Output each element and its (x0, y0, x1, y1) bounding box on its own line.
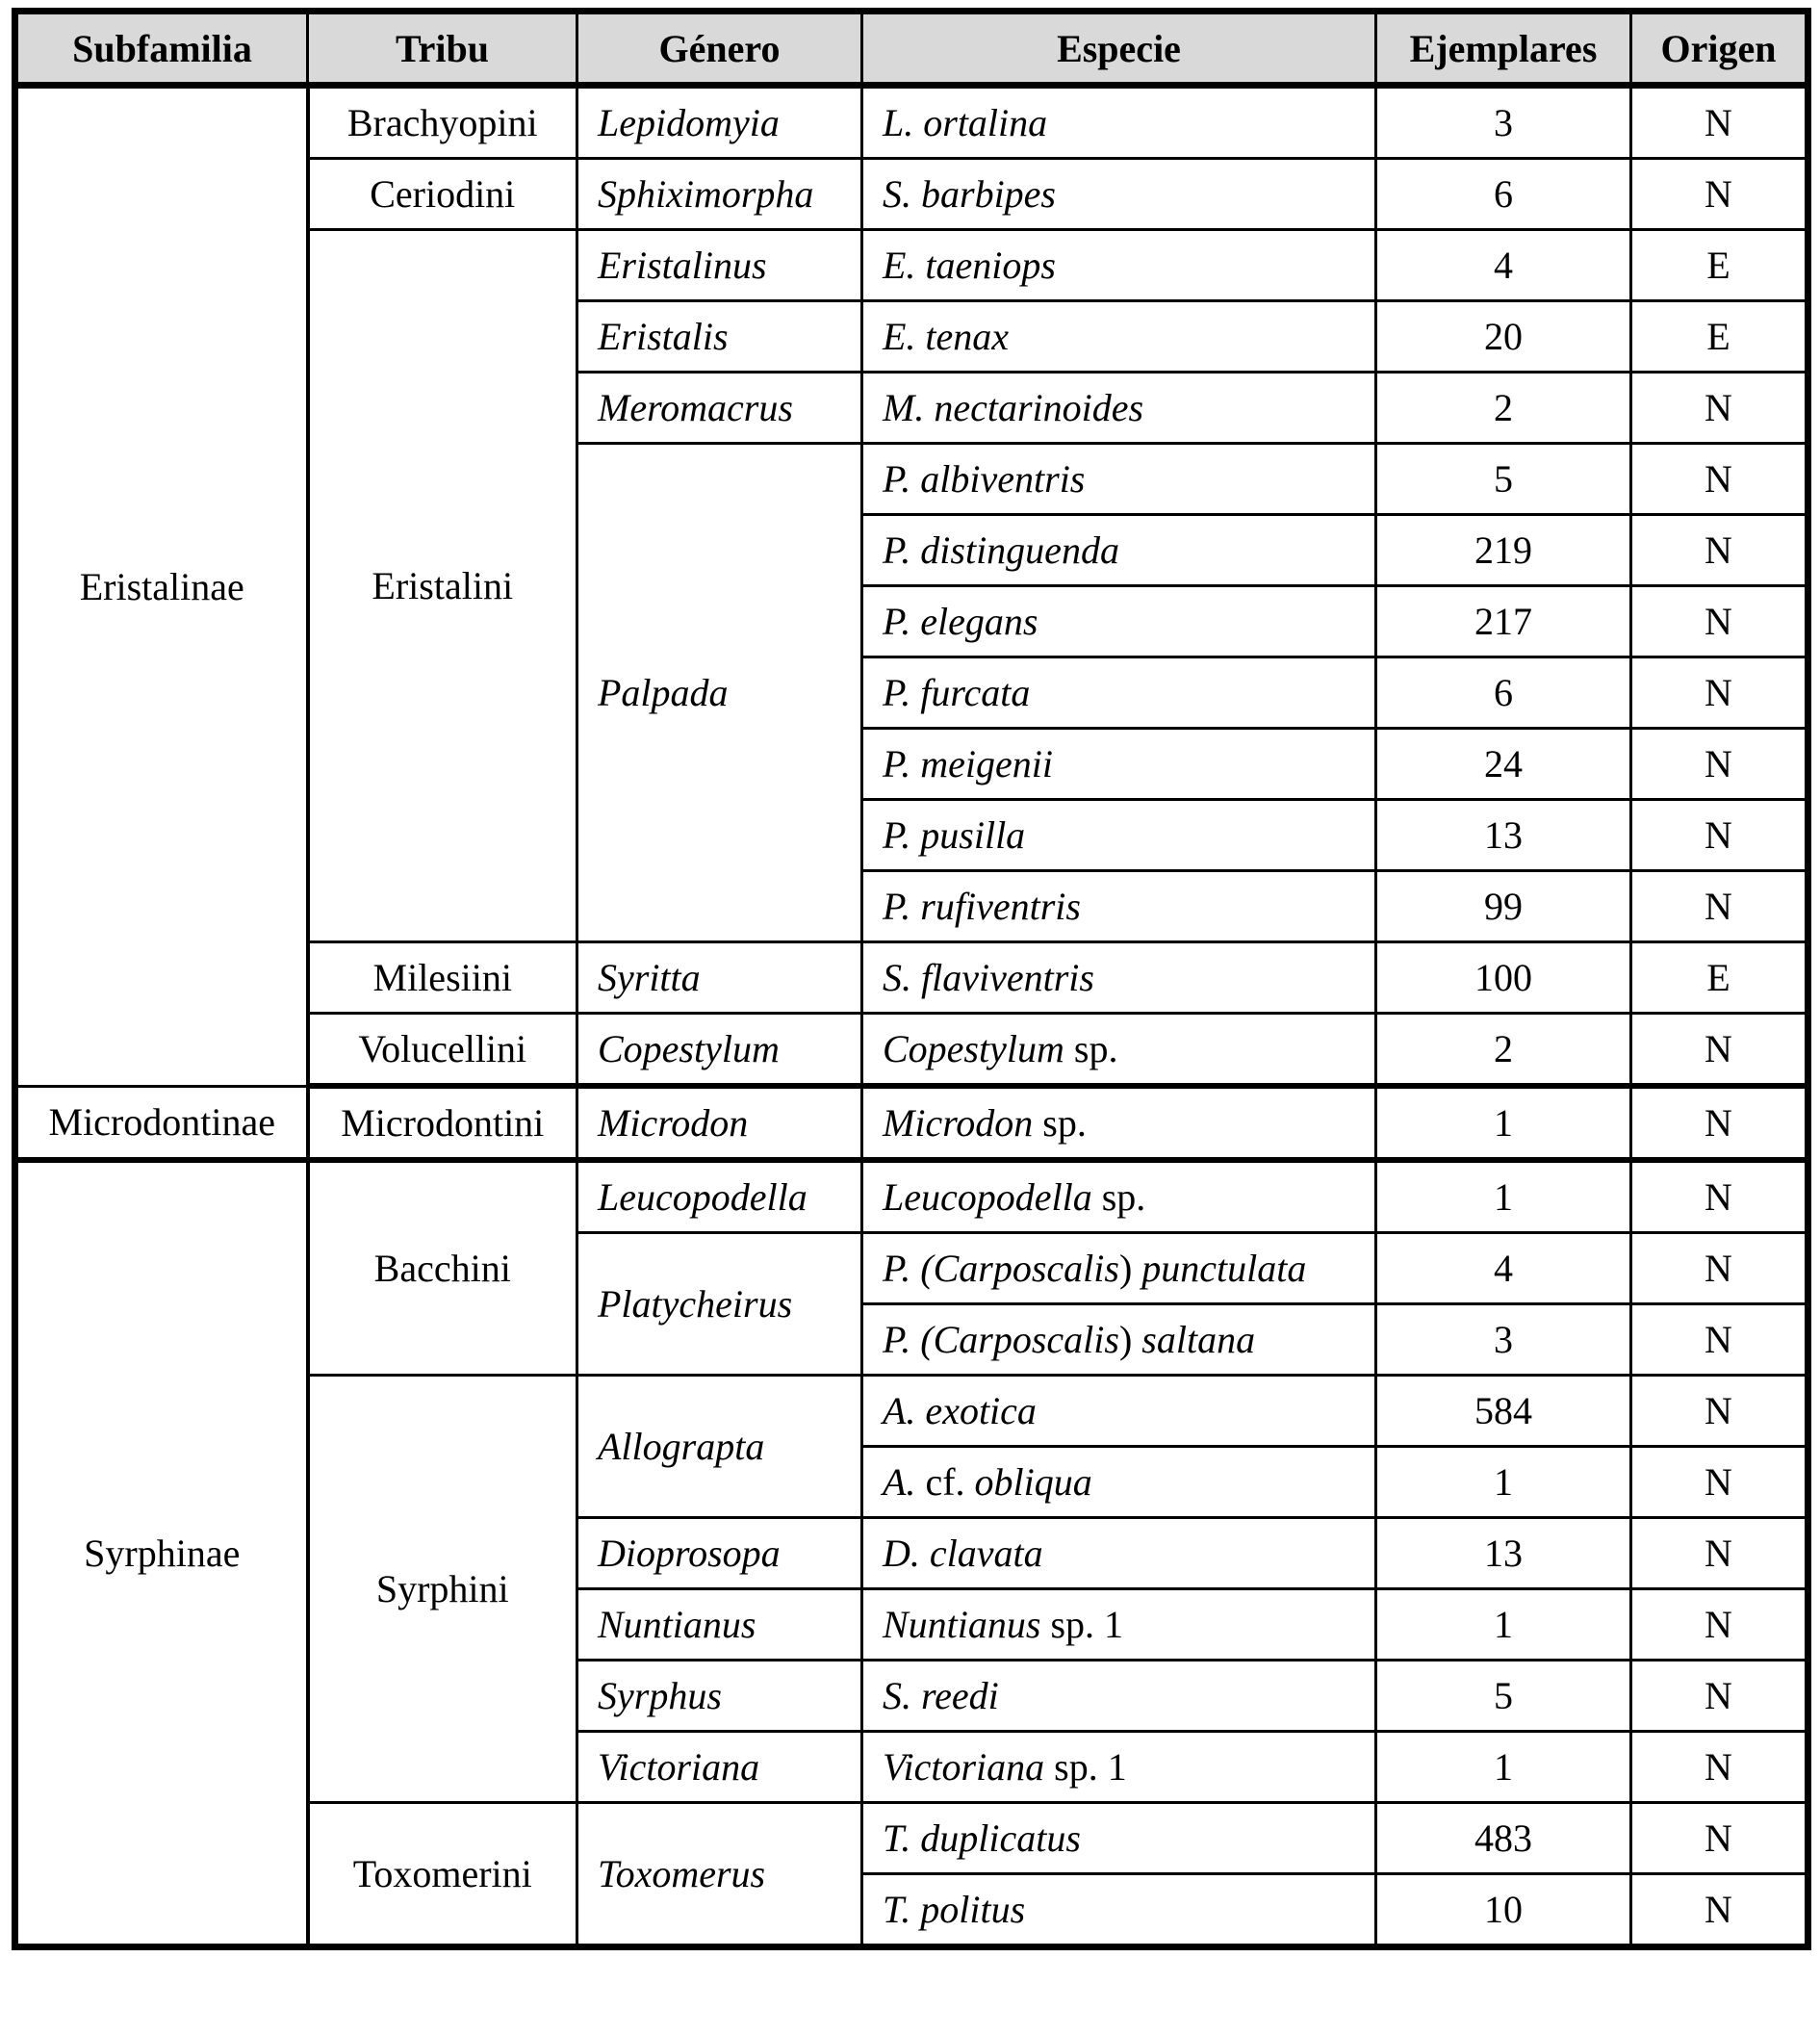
tribe-cell: Eristalini (308, 230, 577, 942)
origin-cell: N (1631, 86, 1808, 159)
origin-cell: N (1631, 586, 1808, 657)
count-cell: 5 (1376, 1661, 1631, 1732)
header-subfamilia: Subfamilia (15, 12, 308, 86)
species-cell: S. flaviventris (862, 942, 1376, 1014)
species-cell (862, 1732, 1376, 1803)
origin-cell: N (1631, 1874, 1808, 1947)
genus-cell: Meromacrus (577, 373, 862, 444)
count-cell: 584 (1376, 1376, 1631, 1447)
count-cell: 4 (1376, 230, 1631, 301)
origin-cell: N (1631, 800, 1808, 871)
origin-cell: N (1631, 1589, 1808, 1661)
species-paren-part: ) (1118, 1318, 1142, 1361)
tribe-cell: Ceriodini (308, 159, 577, 230)
species-genus-part: Microdon (883, 1101, 1034, 1145)
species-cell: S. reedi (862, 1661, 1376, 1732)
species-genus-part: Leucopodella (883, 1175, 1092, 1219)
tribe-cell: Syrphini (308, 1376, 577, 1803)
tribe-cell: Microdontini (308, 1086, 577, 1160)
count-cell: 5 (1376, 444, 1631, 515)
species-paren-part: ) (1118, 1247, 1142, 1290)
tribe-cell: Milesiini (308, 942, 577, 1014)
genus-cell: Nuntianus (577, 1589, 862, 1661)
origin-cell: N (1631, 1732, 1808, 1803)
tribe-cell: Brachyopini (308, 86, 577, 159)
count-cell: 2 (1376, 1014, 1631, 1087)
origin-cell: N (1631, 515, 1808, 586)
count-cell: 219 (1376, 515, 1631, 586)
genus-cell: Platycheirus (577, 1233, 862, 1376)
species-cell: S. barbipes (862, 159, 1376, 230)
count-cell: 6 (1376, 159, 1631, 230)
species-cell: E. tenax (862, 301, 1376, 373)
count-cell: 3 (1376, 86, 1631, 159)
species-cell: P. pusilla (862, 800, 1376, 871)
origin-cell: N (1631, 1518, 1808, 1589)
count-cell: 99 (1376, 871, 1631, 942)
subgenus-part: Carposcalis (933, 1318, 1119, 1361)
table-row (15, 1160, 1808, 1233)
species-cell: T. politus (862, 1874, 1376, 1947)
table-row (15, 1086, 1808, 1160)
species-part: P. ( (883, 1318, 934, 1361)
header-ejemplares: Ejemplares (1376, 12, 1631, 86)
subfamily-cell: Microdontinae (15, 1086, 308, 1160)
species-cell (862, 1233, 1376, 1304)
species-cell: P. elegans (862, 586, 1376, 657)
species-table (12, 8, 1811, 1950)
origin-cell: E (1631, 301, 1808, 373)
count-cell: 1 (1376, 1589, 1631, 1661)
header-genero: Género (577, 12, 862, 86)
tribe-cell: Bacchini (308, 1160, 577, 1376)
species-cell: E. taeniops (862, 230, 1376, 301)
species-cell (862, 1304, 1376, 1376)
species-cell (862, 1014, 1376, 1087)
species-suffix-part: sp. (1064, 1027, 1118, 1070)
species-suffix-part: sp. (1033, 1101, 1087, 1145)
origin-cell: N (1631, 657, 1808, 729)
species-cell: M. nectarinoides (862, 373, 1376, 444)
species-epithet-part: obliqua (974, 1460, 1092, 1504)
count-cell: 1 (1376, 1160, 1631, 1233)
species-cell (862, 1160, 1376, 1233)
table-row (15, 86, 1808, 159)
header-tribu: Tribu (308, 12, 577, 86)
count-cell: 3 (1376, 1304, 1631, 1376)
genus-cell: Allograpta (577, 1376, 862, 1518)
genus-cell: Eristalis (577, 301, 862, 373)
species-cell (862, 1086, 1376, 1160)
count-cell: 2 (1376, 373, 1631, 444)
species-genus-part: Nuntianus (883, 1603, 1041, 1646)
origin-cell: N (1631, 871, 1808, 942)
origin-cell: E (1631, 230, 1808, 301)
count-cell: 1 (1376, 1086, 1631, 1160)
species-epithet-part: saltana (1141, 1318, 1256, 1361)
species-cell (862, 1589, 1376, 1661)
species-cell: P. albiventris (862, 444, 1376, 515)
genus-cell: Leucopodella (577, 1160, 862, 1233)
species-part: P. ( (883, 1247, 934, 1290)
species-cell: T. duplicatus (862, 1803, 1376, 1874)
count-cell: 20 (1376, 301, 1631, 373)
origin-cell: N (1631, 1160, 1808, 1233)
count-cell: 483 (1376, 1803, 1631, 1874)
genus-cell: Victoriana (577, 1732, 862, 1803)
species-cell: A. exotica (862, 1376, 1376, 1447)
species-suffix-part: sp. (1091, 1175, 1146, 1219)
species-cell (862, 1447, 1376, 1518)
origin-cell: E (1631, 942, 1808, 1014)
origin-cell: N (1631, 1376, 1808, 1447)
header-especie: Especie (862, 12, 1376, 86)
subfamily-cell: Syrphinae (15, 1160, 308, 1947)
genus-cell: Syritta (577, 942, 862, 1014)
header-row (15, 12, 1808, 86)
species-cell: P. furcata (862, 657, 1376, 729)
subfamily-cell: Eristalinae (15, 86, 308, 1087)
genus-cell: Copestylum (577, 1014, 862, 1087)
subgenus-part: Carposcalis (933, 1247, 1119, 1290)
count-cell: 6 (1376, 657, 1631, 729)
count-cell: 4 (1376, 1233, 1631, 1304)
species-suffix-part: sp. 1 (1044, 1745, 1127, 1789)
origin-cell: N (1631, 444, 1808, 515)
species-genus-part: Copestylum (883, 1027, 1064, 1070)
species-cell: P. distinguenda (862, 515, 1376, 586)
species-cf-part: cf. (915, 1460, 975, 1504)
origin-cell: N (1631, 1304, 1808, 1376)
species-cell: D. clavata (862, 1518, 1376, 1589)
count-cell: 217 (1376, 586, 1631, 657)
origin-cell: N (1631, 373, 1808, 444)
count-cell: 13 (1376, 800, 1631, 871)
species-suffix-part: sp. 1 (1040, 1603, 1124, 1646)
origin-cell: N (1631, 1086, 1808, 1160)
genus-cell: Lepidomyia (577, 86, 862, 159)
count-cell: 100 (1376, 942, 1631, 1014)
origin-cell: N (1631, 1014, 1808, 1087)
origin-cell: N (1631, 729, 1808, 800)
species-cell: L. ortalina (862, 86, 1376, 159)
count-cell: 1 (1376, 1732, 1631, 1803)
species-part: A. (883, 1460, 916, 1504)
genus-cell: Palpada (577, 444, 862, 942)
count-cell: 1 (1376, 1447, 1631, 1518)
origin-cell: N (1631, 1803, 1808, 1874)
origin-cell: N (1631, 1447, 1808, 1518)
tribe-cell: Volucellini (308, 1014, 577, 1087)
origin-cell: N (1631, 1233, 1808, 1304)
count-cell: 10 (1376, 1874, 1631, 1947)
count-cell: 24 (1376, 729, 1631, 800)
genus-cell: Microdon (577, 1086, 862, 1160)
genus-cell: Toxomerus (577, 1803, 862, 1947)
genus-cell: Eristalinus (577, 230, 862, 301)
count-cell: 13 (1376, 1518, 1631, 1589)
genus-cell: Sphiximorpha (577, 159, 862, 230)
origin-cell: N (1631, 1661, 1808, 1732)
genus-cell: Dioprosopa (577, 1518, 862, 1589)
species-cell: P. meigenii (862, 729, 1376, 800)
species-genus-part: Victoriana (883, 1745, 1045, 1789)
species-cell: P. rufiventris (862, 871, 1376, 942)
origin-cell: N (1631, 159, 1808, 230)
species-epithet-part: punctulata (1141, 1247, 1307, 1290)
header-origen: Origen (1631, 12, 1808, 86)
tribe-cell: Toxomerini (308, 1803, 577, 1947)
genus-cell: Syrphus (577, 1661, 862, 1732)
table-container (12, 8, 1811, 1950)
